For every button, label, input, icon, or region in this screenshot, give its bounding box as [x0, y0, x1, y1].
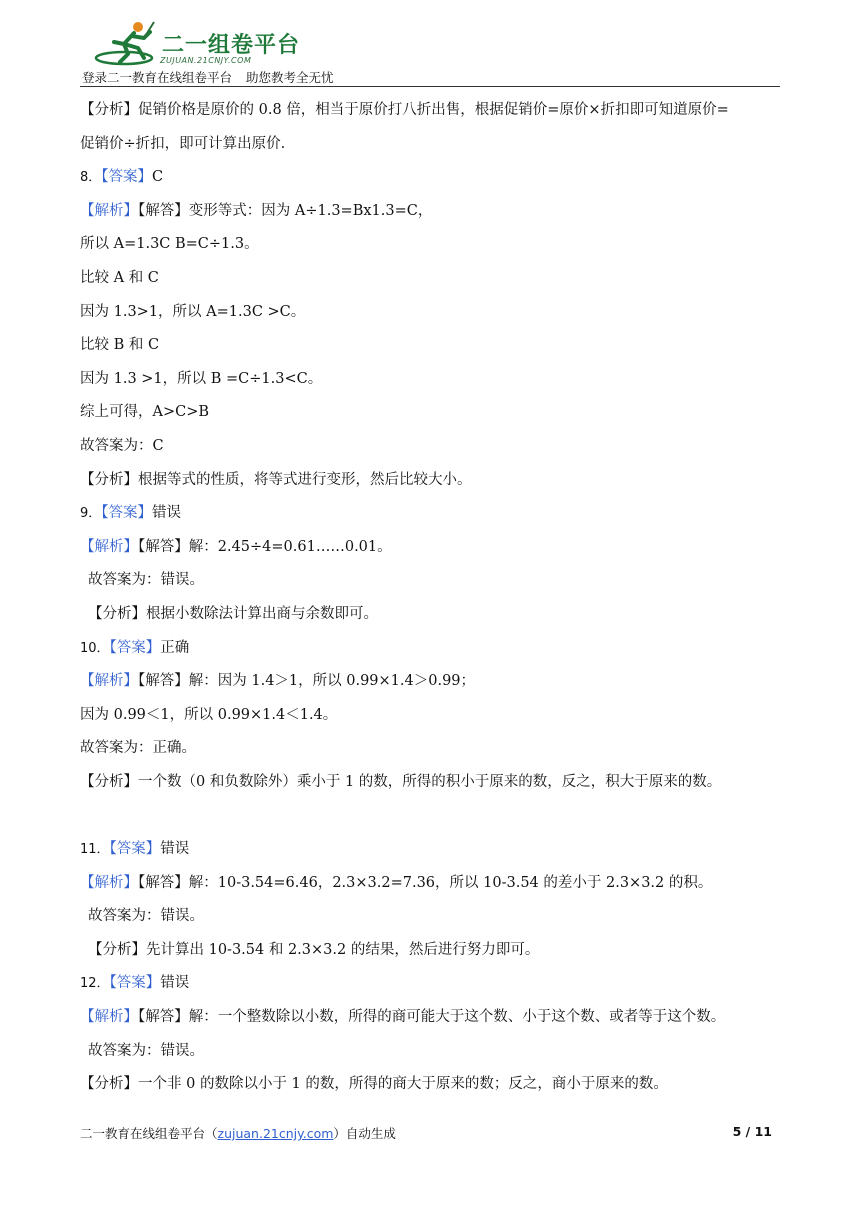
analysis-tag: 【解析】 [80, 673, 138, 690]
text-line: 【分析】促销价格是原价的 0.8 倍，相当于原价打八折出售，根据促销价=原价×折扣即可知道原价= [80, 102, 729, 118]
text-line: 因为 1.3 >1，所以 B =C÷1.3<C。 [80, 370, 323, 387]
answer-value: 错误 [160, 841, 190, 858]
answer-value: C [152, 169, 164, 186]
answer-tag: 【答案】 [109, 639, 161, 656]
answer-value: 错误 [160, 975, 190, 992]
text-line: 【分析】先计算出 10-3.54 和 2.3×3.2 的结果，然后进行努力即可。 [88, 941, 540, 958]
text-line: 比较 B 和 C [80, 337, 160, 354]
question-number: 11． [80, 842, 110, 858]
text-line: 故答案为：正确。 [80, 740, 196, 757]
analysis-line: 【解析】【解答】变形等式：因为 A÷1.3=Bx1.3=C， [80, 202, 433, 219]
header-tagline [82, 68, 334, 86]
text-line: 故答案为：错误。 [88, 572, 204, 589]
answer-line-q11 [80, 833, 780, 867]
text-line: 故答案为：错误。 [88, 908, 204, 925]
text-line: 【分析】一个数（0 和负数除外）乘小于 1 的数，所得的积小于原来的数，反之，积大于原来的数。 [80, 773, 722, 790]
analysis-tag: 【解析】 [80, 538, 138, 555]
question-number: 8． [80, 170, 102, 186]
question-number: 10． [80, 640, 110, 656]
analysis-tag: 【解析】 [80, 1009, 138, 1026]
analysis-tag: 【解析】 [80, 202, 138, 219]
answer-line-q8 [80, 161, 780, 195]
text-line: 所以 A=1.3C B=C÷1.3。 [80, 236, 259, 253]
text-line: 促销价÷折扣，即可计算出原价. [80, 135, 286, 152]
tagline-right: 助您教考全无忧 [246, 70, 334, 85]
blank-line [80, 799, 780, 833]
tagline-left: 登录二一教育在线组卷平台 [82, 70, 233, 85]
answer-value: 正确 [160, 639, 190, 656]
analysis-line: 【解析】【解答】解：因为 1.4＞1，所以 0.99×1.4＞0.99； [80, 673, 476, 690]
answer-line-q12 [80, 967, 780, 1001]
analysis-line: 【解析】【解答】解：2.45÷4=0.61……0.01。 [80, 538, 392, 555]
text-line: 故答案为：C [80, 437, 164, 454]
question-number: 12． [80, 976, 110, 992]
answer-tag: 【答案】 [101, 169, 153, 186]
text-line: 【分析】一个非 0 的数除以小于 1 的数，所得的商大于原来的数；反之，商小于原来的数。 [80, 1076, 668, 1093]
logo-subtext: ZUJUAN.21CNJY.COM [160, 56, 252, 65]
analysis-line: 【解析】【解答】解：10-3.54=6.46，2.3×3.2=7.36，所以 10-3.54 的差小于 2.3×3.2 的积。 [80, 874, 713, 891]
footer-prefix: 二一教育在线组卷平台（ [80, 1126, 218, 1141]
answer-tag: 【答案】 [109, 975, 161, 992]
text-line: 比较 A 和 C [80, 269, 159, 286]
text-line: 【分析】根据等式的性质，将等式进行变形，然后比较大小。 [80, 471, 472, 488]
answer-tag: 【答案】 [101, 505, 153, 522]
answer-line-q10 [80, 632, 780, 666]
document-body [80, 94, 780, 1102]
analysis-tag: 【解析】 [80, 874, 138, 891]
answer-value: 错误 [152, 505, 182, 522]
runner-logo-icon [94, 18, 160, 68]
text-line: 故答案为：错误。 [88, 1042, 204, 1059]
footer-site-link[interactable]: zujuan.21cnjy.com [217, 1126, 334, 1141]
header-divider [80, 86, 780, 87]
page-footer [80, 1124, 780, 1144]
page-number: 5 / 11 [732, 1124, 772, 1139]
answer-tag: 【答案】 [109, 841, 161, 858]
page-header [80, 18, 780, 90]
platform-logo [94, 18, 334, 70]
analysis-line: 【解析】【解答】解：一个整数除以小数，所得的商可能大于这个数、小于这个数、或者等于这个数。 [80, 1009, 726, 1026]
text-line: 综上可得，A>C>B [80, 404, 210, 421]
logo-text: 二一组卷平台 [162, 33, 301, 58]
text-line: 因为 0.99＜1，所以 0.99×1.4＜1.4。 [80, 706, 338, 723]
answer-line-q9 [80, 497, 780, 531]
text-line: 因为 1.3>1，所以 A=1.3C >C。 [80, 303, 306, 320]
footer-suffix: ）自动生成 [333, 1126, 396, 1141]
question-number: 9． [80, 506, 102, 522]
text-line: 【分析】根据小数除法计算出商与余数即可。 [88, 605, 378, 622]
